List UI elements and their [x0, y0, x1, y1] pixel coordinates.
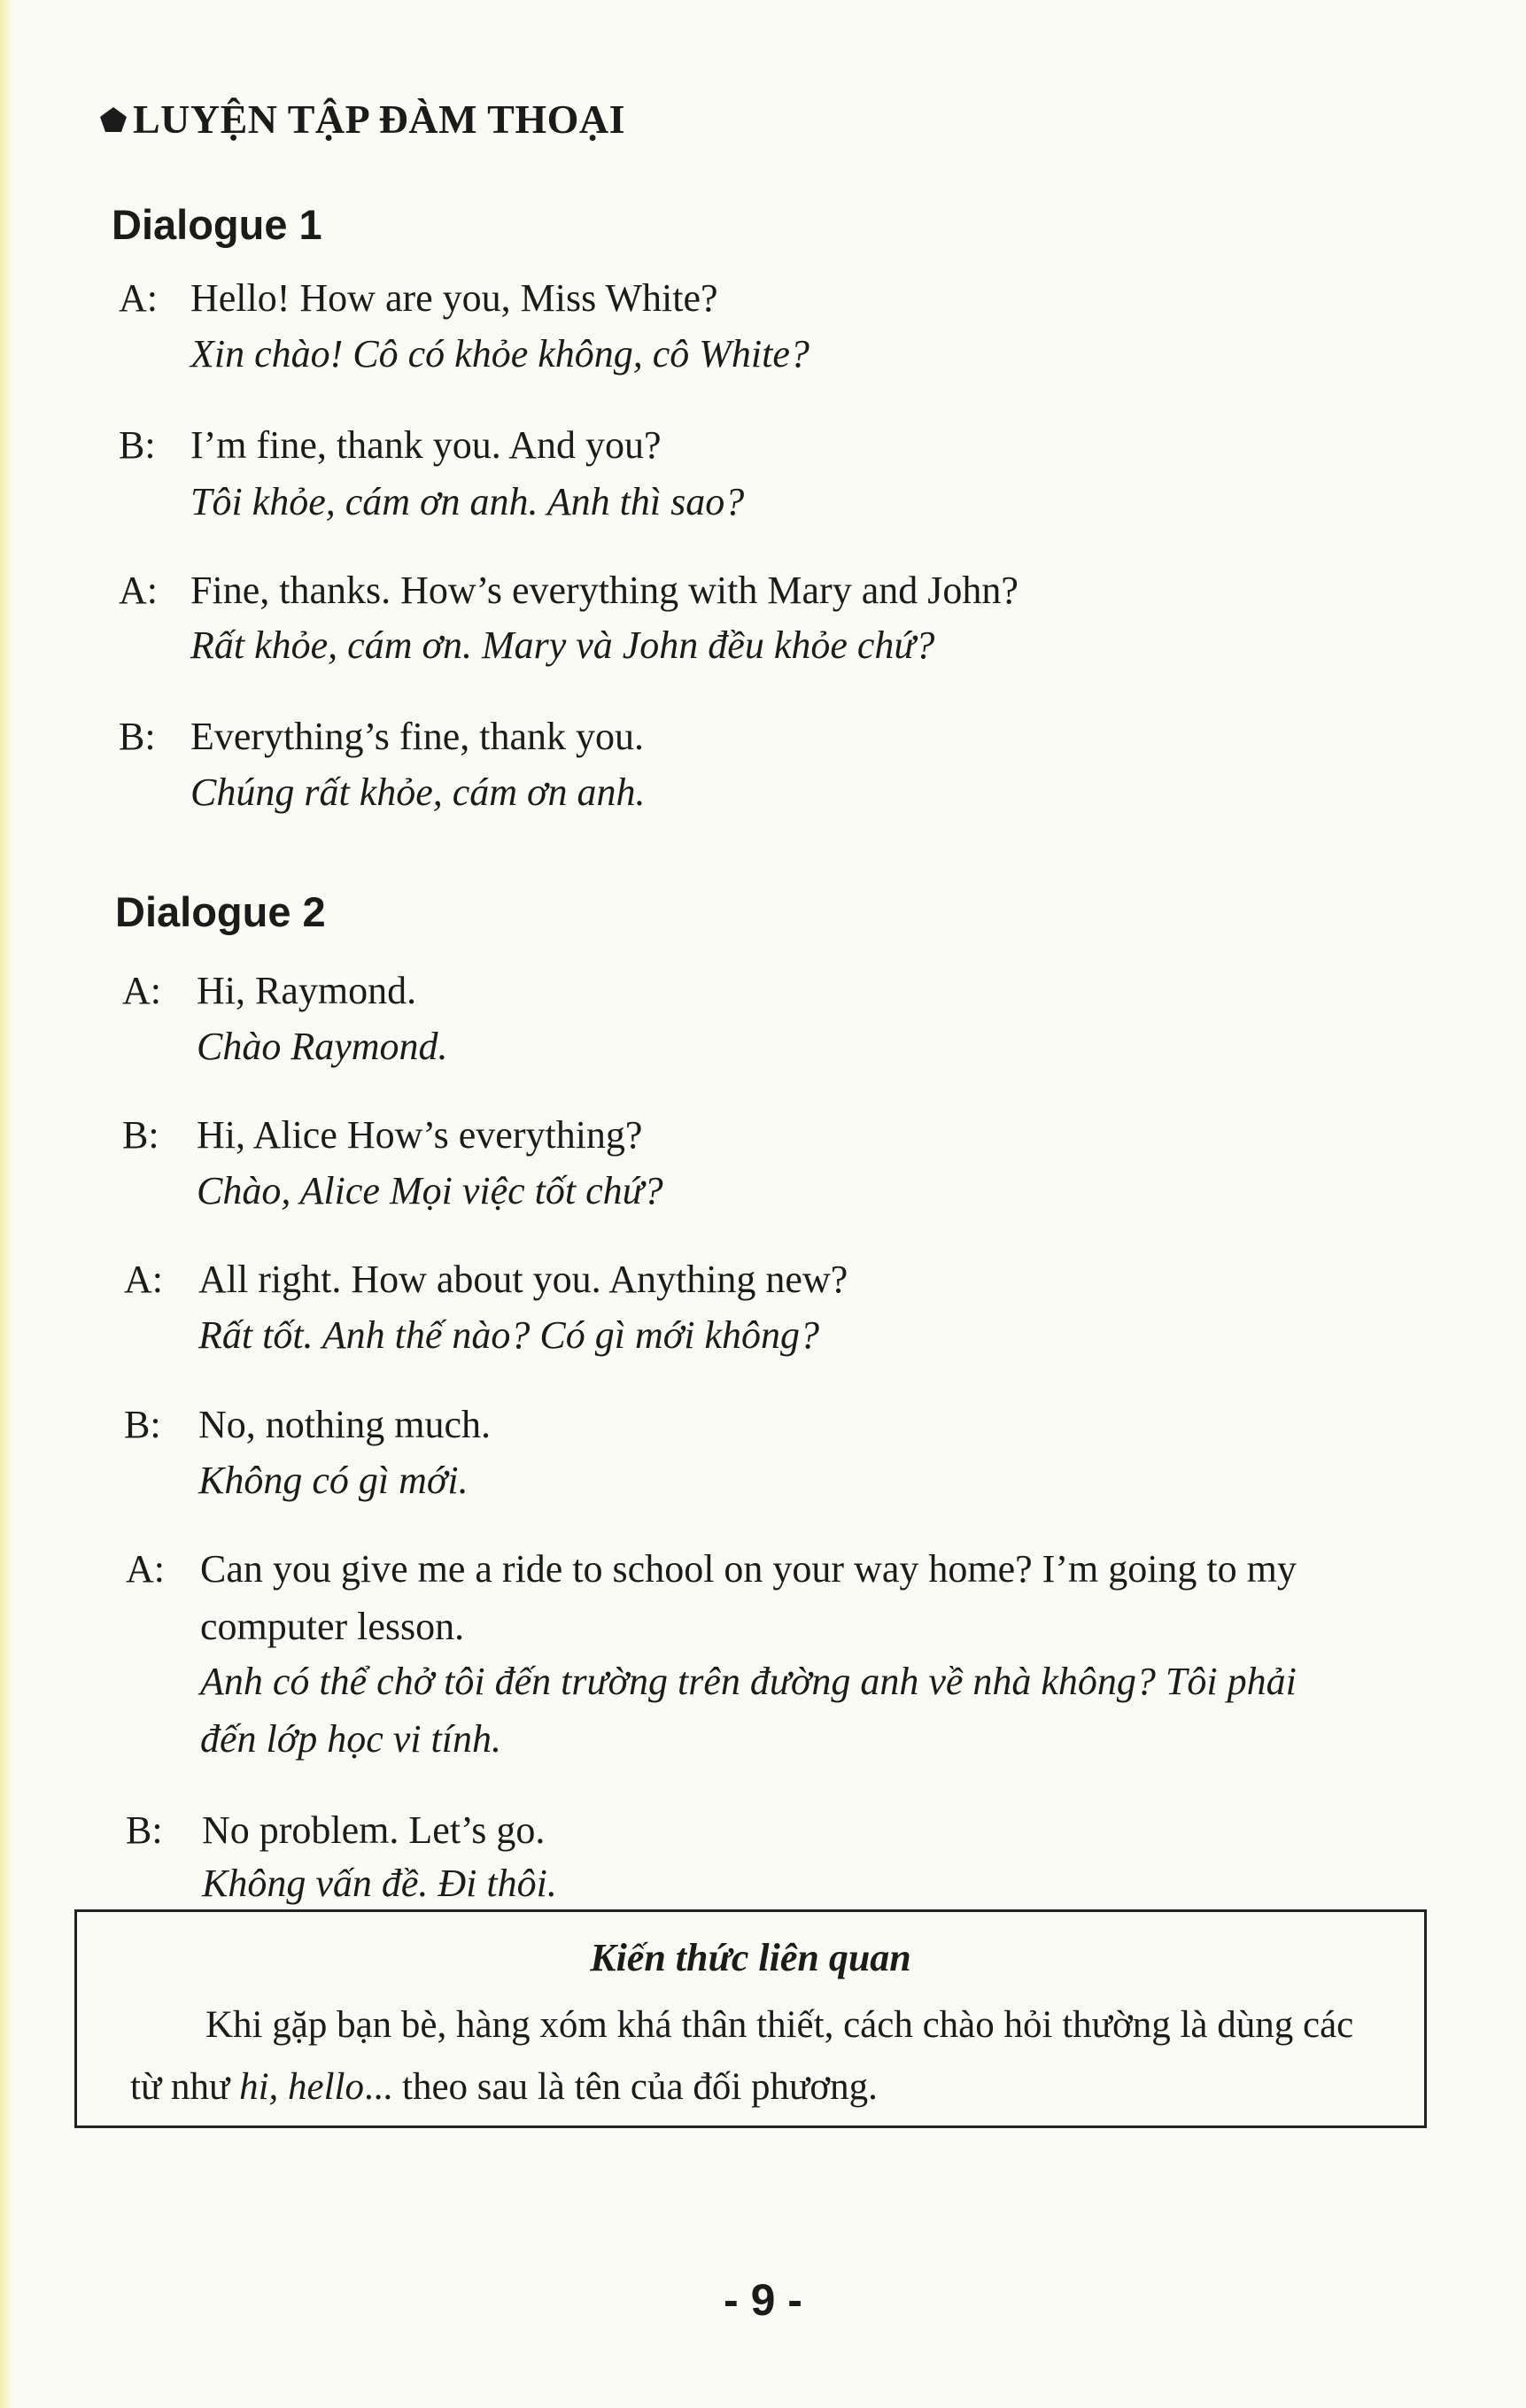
english-line: No problem. Let’s go. — [202, 1808, 546, 1852]
note-text — [130, 1994, 1388, 2118]
pentagon-bullet-icon — [99, 106, 128, 133]
english-line: Can you give me a ride to school on your way home? I’m going to my — [200, 1547, 1297, 1591]
vietnamese-line: Không vấn đề. Đi thôi. — [202, 1862, 557, 1905]
section-title — [99, 96, 625, 143]
speaker-label: B: — [119, 715, 156, 758]
vietnamese-line: Rất tốt. Anh thế nào? Có gì mới không? — [198, 1313, 819, 1357]
section-title-text: LUYỆN TẬP ĐÀM THOẠI — [133, 97, 626, 142]
note-title: Kiến thức liên quan — [590, 1936, 911, 1979]
page-number: - 9 - — [724, 2275, 802, 2325]
speaker-label: A: — [124, 1258, 163, 1301]
page-edge-shade — [0, 0, 12, 2408]
note-text-part: Khi gặp bạn bè, hàng xóm khá thân thiết, cách chào hỏi thường là dùng các từ như — [130, 2004, 1354, 2108]
vietnamese-line: Chào Raymond. — [197, 1025, 448, 1068]
english-line: All right. How about you. Anything new? — [198, 1258, 848, 1301]
english-line: No, nothing much. — [198, 1403, 491, 1446]
speaker-label: A: — [126, 1547, 165, 1591]
vietnamese-line: Xin chào! Cô có khỏe không, cô White? — [190, 332, 809, 376]
note-italic-words: hi, hello — [239, 2066, 364, 2108]
vietnamese-line: Anh có thể chở tôi đến trường trên đường anh về nhà không? Tôi phải — [200, 1660, 1297, 1703]
english-line: Fine, thanks. How’s everything with Mary and John? — [190, 569, 1019, 612]
english-line: I’m fine, thank you. And you? — [190, 423, 662, 467]
speaker-label: A: — [122, 969, 161, 1012]
vietnamese-line: Chúng rất khỏe, cám ơn anh. — [190, 770, 646, 814]
related-knowledge-box — [74, 1909, 1427, 2128]
vietnamese-line: Rất khỏe, cám ơn. Mary và John đều khỏe chứ? — [190, 623, 935, 667]
english-line: Hello! How are you, Miss White? — [190, 276, 718, 320]
speaker-label: B: — [122, 1113, 159, 1157]
dialogue-2-title: Dialogue 2 — [115, 888, 326, 935]
english-line: Hi, Alice How’s everything? — [197, 1113, 643, 1157]
vietnamese-line: Tôi khỏe, cám ơn anh. Anh thì sao? — [190, 480, 745, 523]
vietnamese-line: Không có gì mới. — [198, 1459, 469, 1502]
speaker-label: B: — [126, 1808, 163, 1852]
speaker-label: A: — [119, 569, 158, 612]
speaker-label: A: — [119, 276, 158, 320]
dialogue-1-title: Dialogue 1 — [112, 201, 322, 248]
speaker-label: B: — [124, 1403, 161, 1446]
english-line: Hi, Raymond. — [197, 969, 417, 1012]
english-line-continued: computer lesson. — [200, 1605, 465, 1648]
vietnamese-line-continued: đến lớp học vi tính. — [200, 1717, 501, 1761]
vietnamese-line: Chào, Alice Mọi việc tốt chứ? — [197, 1169, 663, 1212]
speaker-label: B: — [119, 423, 156, 467]
english-line: Everything’s fine, thank you. — [190, 715, 645, 758]
note-text-part: ... theo sau là tên của đối phương. — [364, 2066, 878, 2108]
